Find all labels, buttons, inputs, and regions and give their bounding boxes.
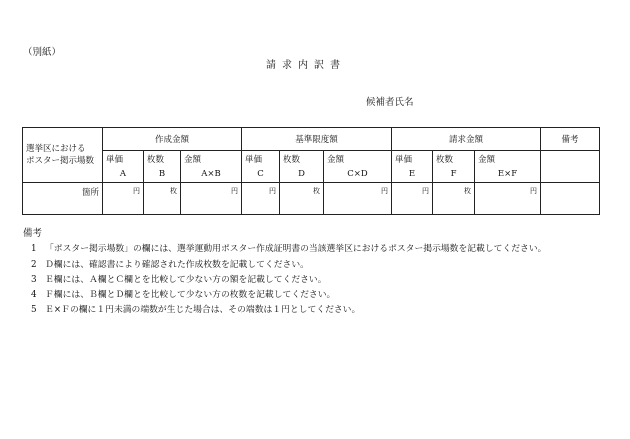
unit-cell-e: 円 [392,183,433,215]
remarks-header: 備考 [541,128,600,151]
remarks-sub-cell [541,151,600,183]
notes-title: 備考 [23,228,43,239]
unit-cell-exf: 円 [475,183,541,215]
unit-cell-axb: 円 [181,183,242,215]
places-cell: 箇所 [23,183,103,215]
sub-header-a: A [103,167,144,183]
document-title: 請求内訳書 [266,60,346,71]
unit-cell-b: 枚 [144,183,181,215]
unit-cell-c: 円 [242,183,280,215]
note-item [31,257,309,270]
note-item [31,241,546,254]
sub-header-c: C [242,167,280,183]
sub-header-cxd: C×D [324,167,392,183]
sub-header-f: F [433,167,475,183]
sub-header-cxd-top: 金額 [324,151,392,167]
note-number: 5 [31,305,37,315]
remarks-cell [541,183,600,215]
district-label-line1: 選挙区における [26,144,86,154]
district-label-line2: ポスター掲示場数 [26,156,95,166]
sub-header-axb-top: 金額 [181,151,242,167]
note-text: Ｄ欄には、確認書により確認された作成枚数を記載してください。 [45,260,309,270]
sub-header-a-top: 単価 [103,151,144,167]
note-item [31,287,335,300]
note-text: Ｅ×Ｆの欄に１円未満の端数が生じた場合は、その端数は１円としてください。 [45,305,361,315]
note-number: 2 [31,260,37,270]
note-item [31,272,327,285]
sub-header-exf-top: 金額 [475,151,541,167]
note-number: 3 [31,275,37,285]
unit-cell-a: 円 [103,183,144,215]
claim-amount-header: 請求金額 [392,128,541,151]
claim-breakdown-table [22,127,600,215]
sub-header-axb: A×B [181,167,242,183]
data-row [23,183,600,215]
sub-header-d-top: 枚数 [280,151,324,167]
standard-limit-header: 基準限度額 [242,128,392,151]
sub-header-b: B [144,167,181,183]
note-item [31,302,360,315]
candidate-name-label: 候補者氏名 [366,97,414,108]
note-number: 1 [31,244,37,254]
note-text: 「ポスター掲示場数」の欄には、選挙運動用ポスター作成証明書の当該選挙区におけるポスター掲示場数を記載してください。 [45,244,547,254]
sub-header-d: D [280,167,324,183]
sub-header-exf: E×F [475,167,541,183]
unit-cell-cxd: 円 [324,183,392,215]
unit-cell-f: 枚 [433,183,475,215]
sub-header-b-top: 枚数 [144,151,181,167]
note-text: Ｆ欄には、Ｂ欄とＤ欄とを比較して少ない方の枚数を記載してください。 [45,290,336,300]
district-header-cell [23,128,103,183]
sub-header-e-top: 単価 [392,151,433,167]
attachment-label: （別紙） [23,47,62,58]
sub-header-c-top: 単価 [242,151,280,167]
production-amount-header: 作成金額 [103,128,242,151]
note-text: Ｅ欄には、Ａ欄とＣ欄とを比較して少ない方の額を記載してください。 [45,275,327,285]
sub-header-f-top: 枚数 [433,151,475,167]
note-number: 4 [31,290,37,300]
sub-header-e: E [392,167,433,183]
unit-cell-d: 枚 [280,183,324,215]
